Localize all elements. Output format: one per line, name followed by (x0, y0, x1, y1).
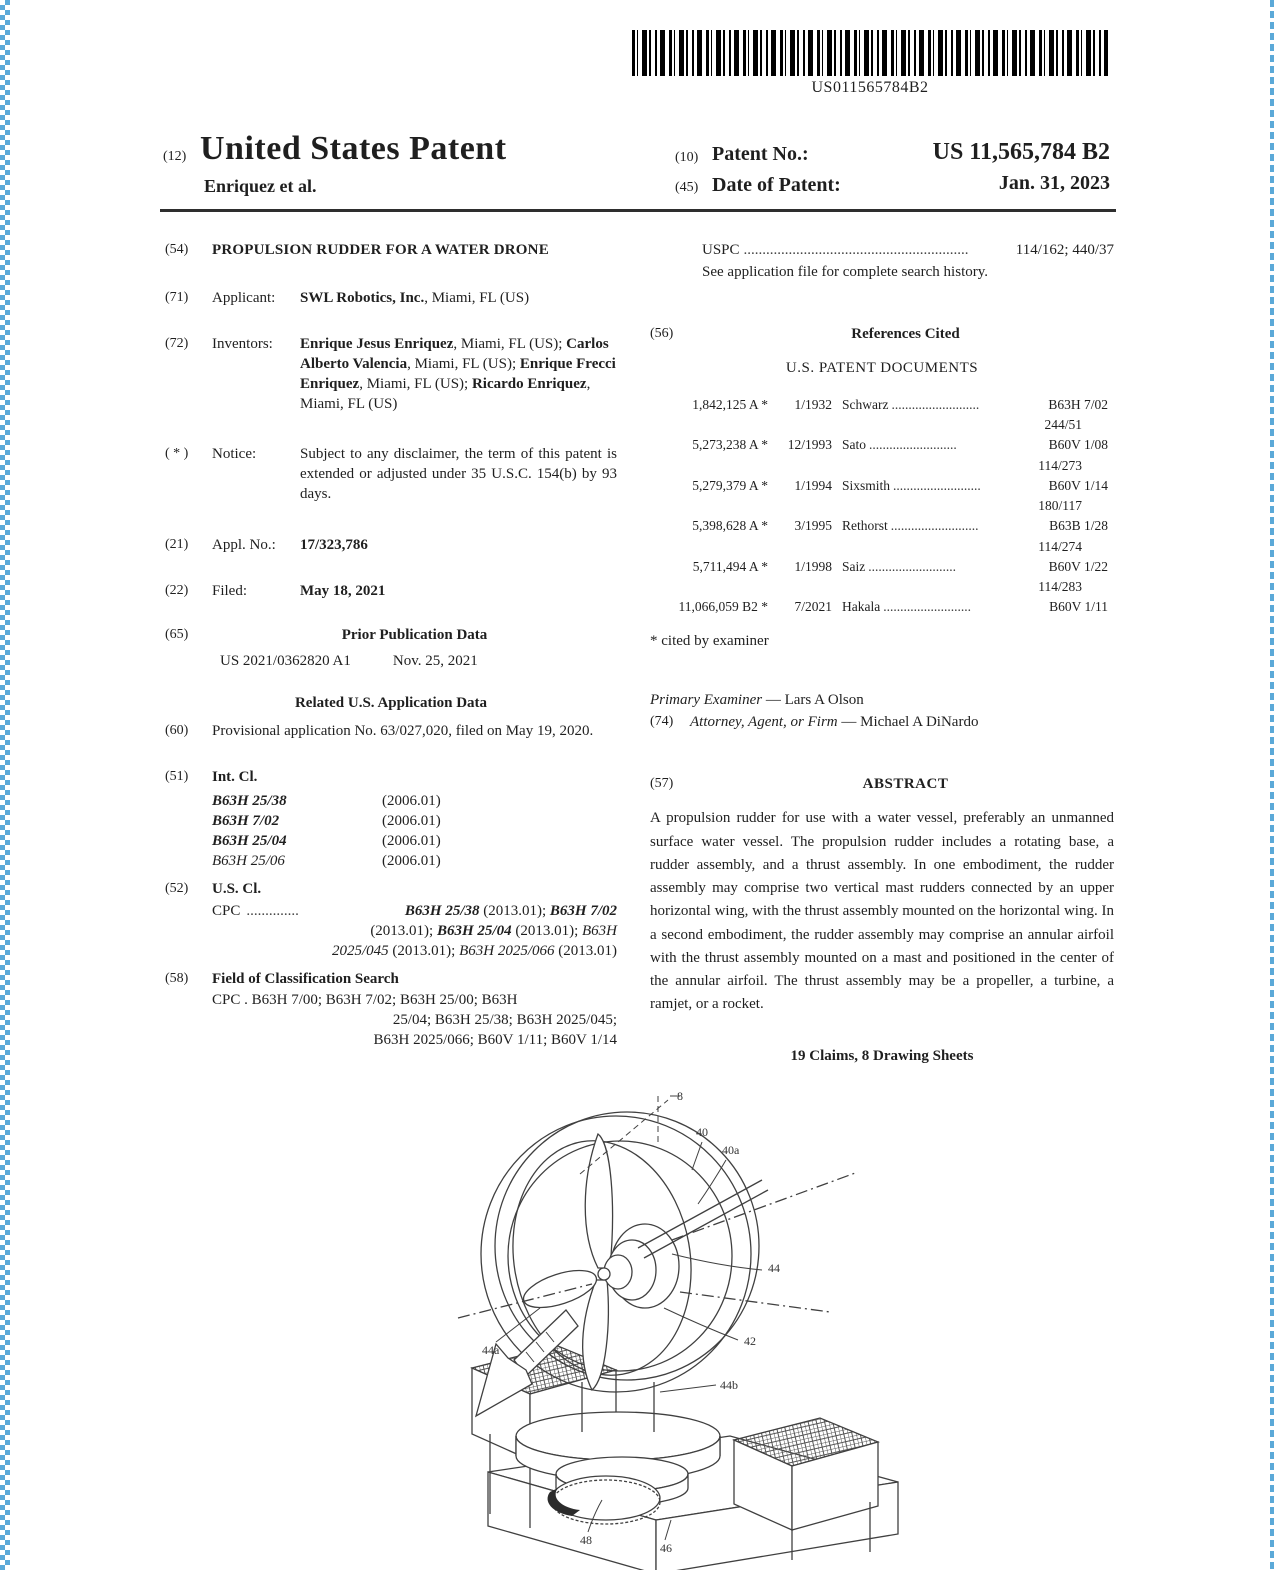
field-code-74: (74) (650, 714, 674, 730)
document-type-title: United States Patent (200, 130, 507, 167)
abstract-section (650, 775, 1114, 795)
ref-date: 12/1993 (787, 437, 832, 453)
abstract-heading: ABSTRACT (862, 776, 949, 793)
publication-date: Nov. 25, 2021 (392, 653, 478, 670)
ref-inventor: Sixsmith (842, 477, 891, 493)
applicant-section (165, 289, 617, 309)
prior-publication-line (165, 652, 617, 672)
filed-label: Filed: (212, 583, 248, 600)
int-cl-row (212, 852, 617, 872)
field-code-22: (22) (165, 583, 189, 599)
barcode-number: US011565784B2 (811, 79, 929, 96)
attorney-label: Attorney, Agent, or Firm (690, 714, 838, 731)
ref-date: 7/2021 (794, 599, 832, 615)
cpc-label: CPC (212, 902, 241, 919)
attorney-name: — Michael A DiNardo (841, 714, 979, 731)
ref-patent-number: 5,711,494 A * (692, 558, 768, 574)
figure-label-40: 40 (696, 1125, 708, 1139)
barcode (632, 30, 1108, 76)
ref-subclass: 244/51 (1044, 417, 1082, 432)
class-version: (2006.01) (382, 793, 441, 809)
figure-label-48: 48 (580, 1533, 592, 1547)
field-code-65: (65) (165, 627, 189, 643)
class-version: (2006.01) (382, 812, 441, 829)
dot-leader: .......................... (869, 437, 957, 453)
ref-class: B63B 1/28 (1049, 518, 1108, 534)
ref-patent-number: 1,842,125 A * (692, 396, 768, 412)
class-code: B63H 25/06 (212, 852, 285, 869)
int-cl-row (212, 812, 617, 832)
filed-section (165, 582, 617, 602)
inventors-section (165, 335, 617, 415)
prior-publication-heading: Prior Publication Data (341, 627, 488, 644)
ref-class: B60V 1/14 (1048, 477, 1108, 493)
int-cl-table (165, 792, 617, 872)
field-code-10: (10) (675, 150, 699, 165)
patent-number-label: Patent No.: (712, 143, 809, 165)
publication-number: US 2021/0362820 A1 (220, 653, 351, 670)
field-search-section (165, 970, 617, 990)
field-code-21: (21) (165, 537, 189, 553)
reference-row (650, 395, 1108, 436)
figure-label-44a: 44a (482, 1343, 500, 1357)
field-code-asterisk: ( * ) (165, 445, 189, 461)
application-number-label: Appl. No.: (212, 537, 276, 554)
provisional-text: Provisional application No. 63/027,020, filed on May 19, 2020. (212, 723, 594, 740)
ref-class: B60V 1/08 (1048, 437, 1108, 453)
ref-subclass: 114/283 (1038, 579, 1082, 594)
field-search-heading: Field of Classification Search (212, 970, 399, 987)
class-version: (2006.01) (382, 852, 441, 869)
dot-leader: .......................... (893, 477, 981, 493)
ref-inventor: Rethorst (842, 518, 888, 534)
primary-examiner-name: — Lars A Olson (765, 692, 864, 709)
ref-inventor: Hakala (842, 599, 881, 615)
field-code-72: (72) (165, 335, 189, 351)
int-cl-section (165, 768, 617, 788)
class-code: B63H 25/38 (212, 793, 287, 809)
ref-class: B63H 7/02 (1048, 396, 1108, 412)
cpc-line (212, 902, 617, 922)
ref-patent-number: 11,066,059 B2 * (678, 599, 768, 615)
patent-number-value: US 11,565,784 B2 (932, 139, 1110, 165)
field-code-57: (57) (650, 776, 674, 792)
inventors-value: Enrique Jesus Enriquez, Miami, FL (US); Carlos Alberto Valencia, Miami, FL (US); Enrique Frecci Enriquez, Miami, FL (US); Ricardo Enriquez, Miami, FL (US) (300, 335, 616, 412)
references-cited-section (650, 325, 1114, 345)
us-cl-heading: U.S. Cl. (212, 880, 262, 897)
filed-value: May 18, 2021 (300, 583, 386, 600)
related-data-heading: Related U.S. Application Data (294, 695, 488, 712)
cited-by-examiner-note: * cited by examiner (650, 632, 769, 649)
field-code-51: (51) (165, 769, 189, 785)
ref-subclass: 180/117 (1038, 498, 1082, 513)
ref-date: 1/1998 (794, 558, 832, 574)
field-code-71: (71) (165, 289, 189, 305)
figure-label-46: 46 (660, 1541, 672, 1555)
right-column (650, 241, 1114, 1066)
prior-publication-section (165, 626, 617, 646)
ref-date: 3/1995 (794, 518, 832, 534)
primary-examiner-label: Primary Examiner (650, 692, 763, 709)
see-application-note: See application file for complete search history. (702, 263, 989, 280)
cpc-line: 2025/045 (2013.01); B63H 2025/066 (2013.01) (331, 942, 617, 959)
ref-inventor: Schwarz (842, 396, 889, 412)
us-cl-cpc-block (165, 902, 617, 962)
patent-figure (430, 1082, 1005, 1570)
patent-date-value: Jan. 31, 2023 (998, 172, 1110, 194)
int-cl-heading: Int. Cl. (212, 769, 258, 786)
kind-code-12: (12) (163, 149, 187, 164)
abstract-text: A propulsion rudder for use with a water vessel, preferably an unmanned surface water vessel. The propulsion rudder includes a rotating base, a rudder assembly, and a thrust assembly. In one embodiment, the rudder assembly may comprise two vertical mast rudders connected by an upper horizontal wing, with the thrust assembly mounted on the horizontal wing. In a second embodiment, the rudder assembly may comprise an annular airfoil with the thrust assembly mounted on a mast and positioned in the center of the annular airfoil. The thrust assembly may be a propeller, a turbine, a ramjet, or a rocket. (650, 810, 1114, 1013)
ref-inventor: Sato (842, 437, 867, 453)
application-number-value: 17/323,786 (300, 537, 368, 554)
figure-label-8: 8 (677, 1089, 683, 1103)
class-code: B63H 7/02 (212, 812, 280, 829)
ref-class: B60V 1/11 (1049, 599, 1108, 615)
int-cl-row (212, 832, 617, 852)
references-table (650, 395, 1114, 618)
dot-leader: ............................................................ (743, 242, 969, 258)
ref-inventor: Saiz (842, 558, 866, 574)
ref-date: 1/1994 (794, 477, 832, 493)
class-code: B63H 25/04 (212, 832, 287, 849)
figure-label-44: 44 (768, 1261, 780, 1275)
us-patent-documents-heading: U.S. PATENT DOCUMENTS (785, 359, 979, 376)
field-code-56: (56) (650, 325, 674, 341)
ref-class: B60V 1/22 (1048, 558, 1108, 574)
dot-leader: .......................... (890, 518, 979, 534)
field-code-52: (52) (165, 880, 189, 896)
uspc-label: USPC (702, 242, 740, 258)
class-version: (2006.01) (382, 832, 441, 849)
dot-leader: .............. (246, 902, 299, 919)
field-code-54: (54) (165, 242, 189, 257)
ref-date: 1/1932 (794, 396, 832, 412)
field-search-block (165, 991, 617, 1051)
attorney-line (650, 713, 1114, 733)
uspc-line (650, 241, 1114, 261)
scan-edge-right-pattern (1270, 0, 1274, 1570)
figure-label-40a: 40a (722, 1143, 740, 1157)
reference-row (650, 435, 1108, 476)
claims-drawing-sheets-line: 19 Claims, 8 Drawing Sheets (790, 1047, 974, 1064)
inventors-label: Inventors: (212, 335, 273, 352)
ref-subclass: 114/273 (1038, 457, 1082, 473)
cpc-line: (2013.01); B63H 25/04 (2013.01); B63H (370, 922, 617, 939)
primary-examiner-line (650, 691, 1114, 711)
reference-row (650, 597, 1108, 617)
ref-patent-number: 5,279,379 A * (692, 477, 768, 493)
uspc-value: 114/162; 440/37 (1015, 242, 1114, 258)
provisional-section (165, 722, 617, 742)
ref-patent-number: 5,273,238 A * (692, 437, 768, 453)
field-code-58: (58) (165, 970, 189, 986)
int-cl-row (212, 792, 617, 812)
reference-row (650, 476, 1108, 517)
search-cpc-line: B63H 2025/066; B60V 1/11; B60V 1/14 (373, 1032, 617, 1049)
figure-label-42: 42 (744, 1334, 756, 1348)
dot-leader: .......................... (883, 599, 971, 615)
ref-patent-number: 5,398,628 A * (692, 518, 768, 534)
application-number-section (165, 536, 617, 556)
search-cpc-line: 25/04; B63H 25/38; B63H 2025/045; (392, 1012, 617, 1029)
figure-label-44b: 44b (720, 1378, 738, 1392)
notice-label: Notice: (212, 445, 257, 462)
applicant-label: Applicant: (212, 289, 276, 306)
scan-edge-left-pattern (0, 0, 10, 1570)
reference-row (650, 516, 1108, 557)
notice-text: Subject to any disclaimer, the term of this patent is extended or adjusted under 35 U.S.C. 154(b) by 93 days. (300, 445, 617, 502)
search-cpc-line: CPC . B63H 7/00; B63H 7/02; B63H 25/00; B63H (212, 992, 518, 1009)
dot-leader: .......................... (891, 396, 980, 412)
field-code-60: (60) (165, 723, 189, 739)
field-code-45: (45) (675, 180, 699, 195)
dot-leader: .......................... (868, 558, 956, 574)
reference-row (650, 557, 1108, 598)
invention-title-section (165, 241, 617, 261)
ref-subclass: 114/274 (1038, 538, 1082, 554)
header-divider (160, 209, 1116, 212)
cpc-codes: B63H 25/38 (2013.01); B63H 7/02 (404, 902, 617, 919)
applicant-value: SWL Robotics, Inc., Miami, FL (US) (300, 289, 530, 306)
us-cl-section (165, 880, 617, 900)
invention-title: PROPULSION RUDDER FOR A WATER DRONE (212, 242, 549, 258)
references-cited-heading: References Cited (851, 325, 960, 342)
notice-section (165, 445, 617, 505)
first-named-inventor: Enriquez et al. (204, 176, 317, 196)
patent-date-label: Date of Patent: (712, 174, 841, 196)
left-column (165, 241, 617, 1051)
